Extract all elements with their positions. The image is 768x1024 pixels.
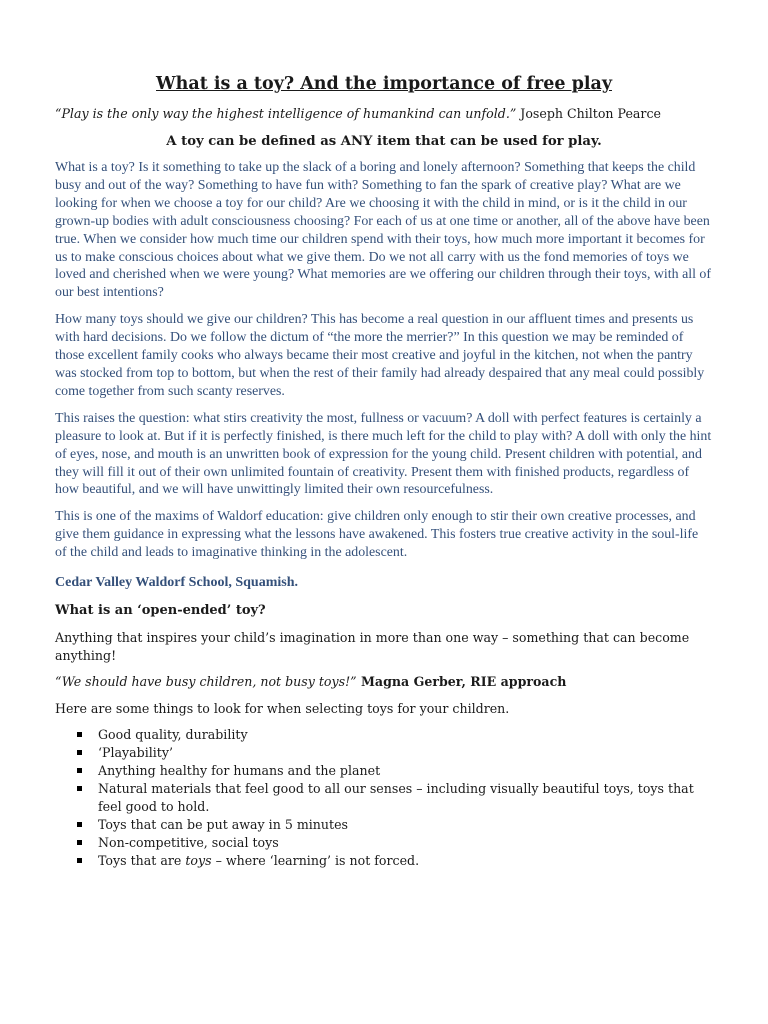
list-item-text: Good quality, durability: [98, 727, 248, 743]
page-title: What is a toy? And the importance of free play: [156, 74, 612, 94]
list-item: [77, 762, 713, 780]
body-paragraph-3: This raises the question: what stirs creativity the most, fullness or vacuum? A doll with perfect features is certainly a pleasure to look at. But if it is perfectly finished, is there much left for the child to play with? A doll with only the hint of eyes, nose, and mouth is an unwritten book of expression for the young child. Present children with potential, and they will fill it out of their own unlimited fountain of creativity. Present them with finished products, regardless of how beautiful, and we will have unwittingly limited their own resourcefulness.: [55, 410, 712, 498]
source-attribution: Cedar Valley Waldorf School, Squamish.: [55, 575, 298, 591]
list-item-text: ‘Playability’: [98, 745, 173, 761]
toy-criteria-list: [55, 726, 713, 870]
bullet-square-icon: [77, 732, 82, 737]
list-item-text: Non-competitive, social toys: [98, 835, 279, 851]
list-item-text: Toys that can be put away in 5 minutes: [98, 817, 348, 833]
bullet-square-icon: [77, 786, 82, 791]
quote2-text: “We should have busy children, not busy toys!”: [55, 674, 357, 690]
list-item: [77, 852, 713, 870]
last-item-pre: Toys that are: [98, 853, 186, 869]
second-quote: [55, 673, 713, 691]
list-item: [77, 726, 713, 744]
opening-quote: [55, 105, 713, 123]
bullet-square-icon: [77, 858, 82, 863]
last-item-emphasis: toys: [185, 853, 212, 869]
list-item: [77, 780, 713, 816]
list-item: [77, 816, 713, 834]
quote2-author: Magna Gerber, RIE approach: [356, 674, 567, 690]
quote-author: Joseph Chilton Pearce: [516, 106, 661, 121]
list-item: [77, 744, 713, 762]
list-item: [77, 834, 713, 852]
last-item-post: – where ‘learning’ is not forced.: [211, 853, 420, 869]
quote-text: “Play is the only way the highest intelligence of humankind can unfold.”: [55, 106, 517, 121]
body-paragraph-4: This is one of the maxims of Waldorf education: give children only enough to stir their own creative processes, and give them guidance in expressing what the lessons have awakened. This fosters true creative activity in the soul-life of the child and leads to imaginative thinking in the adolescent.: [55, 509, 699, 561]
list-item-text: Natural materials that feel good to all our senses – including visually beautiful toys, toys that feel good to hold.: [98, 781, 694, 815]
open-ended-question: What is an ‘open-ended’ toy?: [55, 603, 266, 619]
list-item-text: Anything healthy for humans and the planet: [98, 763, 381, 779]
body-paragraph-2: How many toys should we give our children? This has become a real question in our affluent times and presents us with hard decisions. Do we follow the dictum of “the more the merrier?” In this question we may be reminded of those excellent family cooks who always became their most creative and joyful in the kitchen, not when the pantry was stocked from top to bottom, but when the rest of their family had already despaired that any meal could possibly come together from such scanty reserves.: [55, 312, 705, 399]
bullet-square-icon: [77, 750, 82, 755]
bullet-square-icon: [77, 822, 82, 827]
open-ended-answer: Anything that inspires your child’s imagination in more than one way – something that can become anything!: [55, 630, 690, 664]
bullet-square-icon: [77, 840, 82, 845]
body-paragraph-1: What is a toy? Is it something to take up the slack of a boring and lonely afternoon? Something that keeps the child busy and out of the way? Something to have fun with? Something to fan the spark of creative play? What are we looking for when we choose a toy for our child? Are we choosing it with the child in mind, or is it the child in our grown-up bodies with adult consciousness choosing? For each of us at one time or another, all of the above have been true. When we consider how much time our children spend with their toys, how much more important it becomes for us to make conscious choices about what we give them. Do we not all carry with us the fond memories of toys we loved and cherished when we were young? What memories are we offering our children through their toys, with all of our best intentions?: [55, 160, 711, 301]
toy-definition: A toy can be defined as ANY item that can be used for play.: [166, 134, 602, 149]
list-intro: Here are some things to look for when selecting toys for your children.: [55, 701, 510, 717]
bullet-square-icon: [77, 768, 82, 773]
